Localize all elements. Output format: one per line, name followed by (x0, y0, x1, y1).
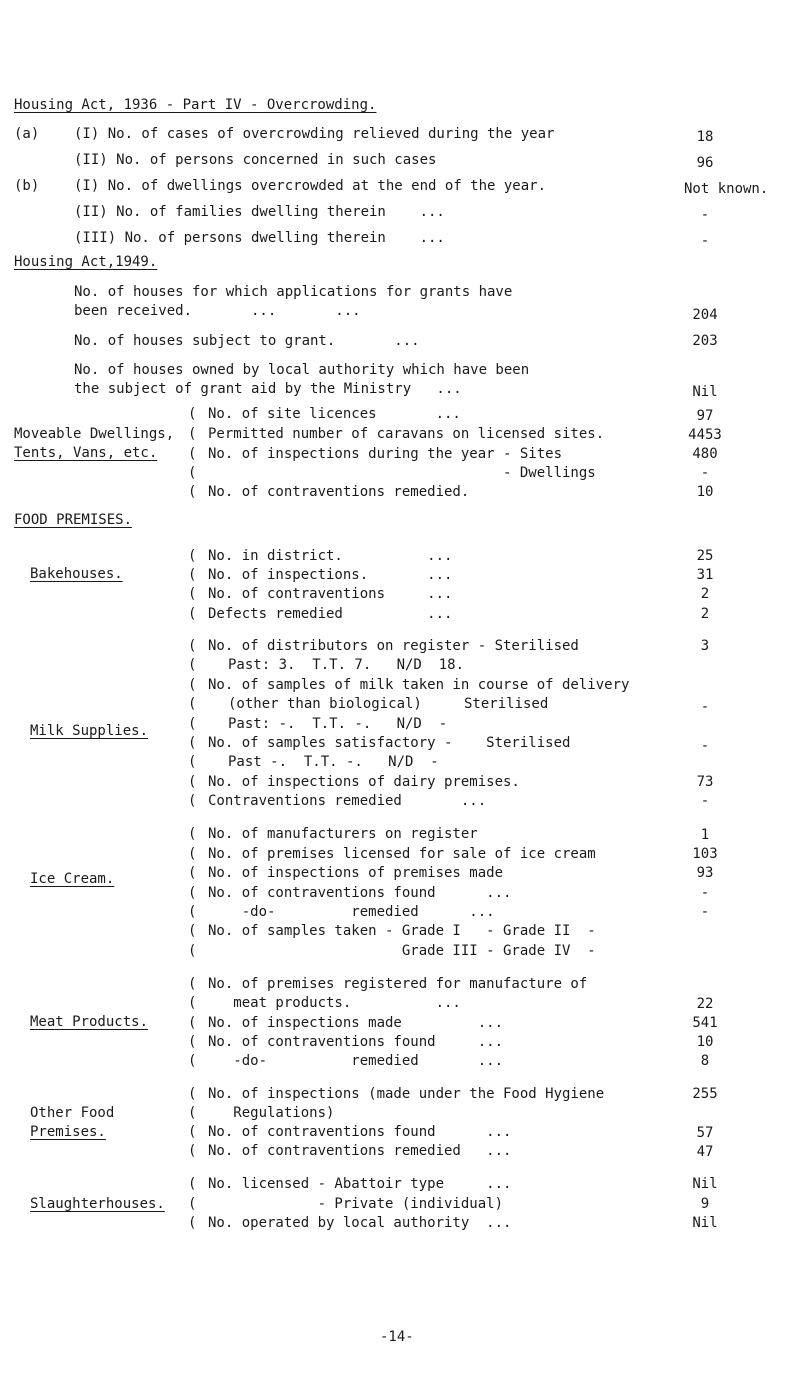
label-premises: Premises. (30, 1124, 106, 1140)
bracket: ( (188, 885, 197, 901)
value-meat-5: 8 (700, 1053, 710, 1069)
value-ice-cream-2: 103 (692, 846, 718, 862)
bracket: ( (188, 677, 197, 693)
row-bakehouses-2: No. of inspections. ... (208, 567, 453, 583)
bracket: ( (188, 406, 197, 422)
heading-housing-act-1936: Housing Act, 1936 - Part IV - Overcrowding. (14, 97, 377, 113)
row-slaughter-1: No. licensed - Abattoir type ... (208, 1176, 512, 1192)
label-slaughterhouses: Slaughterhouses. (30, 1196, 165, 1212)
row-milk-5: Past: -. T.T. -. N/D - (228, 716, 448, 732)
label-a: (a) (14, 126, 40, 142)
row-other-food-4: No. of contraventions remedied ... (208, 1143, 512, 1159)
row-ice-cream-3: No. of inspections of premises made (208, 865, 504, 881)
bracket: ( (188, 976, 197, 992)
bracket: ( (188, 696, 197, 712)
bracket: ( (188, 446, 197, 462)
bracket: ( (188, 465, 197, 481)
row-slaughter-3: No. operated by local authority ... (208, 1215, 512, 1231)
row-1949-3b: the subject of grant aid by the Ministry ... (74, 381, 462, 397)
value-meat-2: 22 (696, 996, 714, 1012)
row-meat-3: No. of inspections made ... (208, 1015, 504, 1031)
row-bakehouses-3: No. of contraventions ... (208, 586, 453, 602)
bracket: ( (188, 638, 197, 654)
bracket: ( (188, 1124, 197, 1140)
row-milk-8: No. of inspections of dairy premises. (208, 774, 520, 790)
value-slaughter-3: Nil (692, 1215, 718, 1231)
label-other-food: Other Food (30, 1105, 115, 1121)
row-ice-cream-1: No. of manufacturers on register (208, 826, 478, 842)
row-ice-cream-2: No. of premises licensed for sale of ice cream (208, 846, 596, 862)
row-meat-1: No. of premises registered for manufacture of (208, 976, 588, 992)
row-moveable-1: No. of site licences ... (208, 406, 461, 422)
bracket: ( (188, 826, 197, 842)
bracket: ( (188, 754, 197, 770)
row-milk-7: Past -. T.T. -. N/D - (228, 754, 439, 770)
row-ice-cream-6: No. of samples taken - Grade I - Grade II - (208, 923, 596, 939)
row-b-ii: (II) No. of families dwelling therein ... (74, 204, 445, 220)
row-milk-1: No. of distributors on register - Sterilised (208, 638, 579, 654)
bracket: ( (188, 548, 197, 564)
value-moveable-1: 97 (696, 408, 714, 424)
label-milk-supplies: Milk Supplies. (30, 723, 149, 739)
value-a-ii: 96 (696, 155, 714, 171)
bracket: ( (188, 735, 197, 751)
bracket: ( (188, 1034, 197, 1050)
row-milk-4: (other than biological) Sterilised (228, 696, 549, 712)
bracket: ( (188, 1086, 197, 1102)
value-ice-cream-3: 93 (696, 865, 714, 881)
value-other-food-1: 255 (692, 1086, 718, 1102)
row-1949-1b: been received. ... ... (74, 303, 361, 319)
bracket: ( (188, 716, 197, 732)
value-moveable-5: 10 (696, 484, 714, 500)
heading-food-premises: FOOD PREMISES. (14, 512, 133, 528)
value-other-food-4: 47 (696, 1144, 714, 1160)
label-b: (b) (14, 178, 40, 194)
row-moveable-4: - Dwellings (208, 465, 596, 481)
row-bakehouses-4: Defects remedied ... (208, 606, 453, 622)
bracket: ( (188, 1015, 197, 1031)
row-other-food-3: No. of contraventions found ... (208, 1124, 512, 1140)
bracket: ( (188, 1215, 197, 1231)
row-milk-9: Contraventions remedied ... (208, 793, 487, 809)
value-moveable-4: - (700, 465, 710, 481)
label-tents-vans: Tents, Vans, etc. (14, 445, 158, 461)
value-milk-9: - (700, 793, 710, 809)
value-moveable-2: 4453 (688, 427, 722, 443)
row-bakehouses-1: No. in district. ... (208, 548, 453, 564)
label-meat-products: Meat Products. (30, 1014, 149, 1030)
value-meat-4: 10 (696, 1034, 714, 1050)
bracket: ( (188, 774, 197, 790)
bracket: ( (188, 1105, 197, 1121)
value-bakehouses-4: 2 (700, 606, 710, 622)
value-a-i: 18 (696, 129, 714, 145)
value-slaughter-2: 9 (700, 1196, 710, 1212)
row-slaughter-2: - Private (individual) (208, 1196, 504, 1212)
bracket: ( (188, 657, 197, 673)
row-moveable-2: Permitted number of caravans on licensed sites. (208, 426, 605, 442)
value-milk-8: 73 (696, 774, 714, 790)
row-a-ii: (II) No. of persons concerned in such cases (74, 152, 437, 168)
row-ice-cream-4: No. of contraventions found ... (208, 885, 512, 901)
bracket: ( (188, 943, 197, 959)
row-1949-1a: No. of houses for which applications for grants have (74, 284, 513, 300)
value-b-iii: - (700, 233, 710, 249)
bracket: ( (188, 1176, 197, 1192)
value-bakehouses-1: 25 (696, 548, 714, 564)
bracket: ( (188, 606, 197, 622)
value-milk-6: - (700, 738, 710, 754)
bracket: ( (188, 995, 197, 1011)
value-slaughter-1: Nil (692, 1176, 718, 1192)
page-number: -14- (380, 1329, 414, 1345)
row-ice-cream-5: -do- remedied ... (208, 904, 495, 920)
value-other-food-3: 57 (696, 1125, 714, 1141)
value-bakehouses-2: 31 (696, 567, 714, 583)
bracket: ( (188, 1196, 197, 1212)
row-ice-cream-7: Grade III - Grade IV - (208, 943, 596, 959)
bracket: ( (188, 1053, 197, 1069)
row-milk-3: No. of samples of milk taken in course of delivery (208, 677, 630, 693)
row-milk-2: Past: 3. T.T. 7. N/D 18. (228, 657, 465, 673)
row-b-iii: (III) No. of persons dwelling therein ... (74, 230, 445, 246)
row-a-i: (I) No. of cases of overcrowding relieved during the year (74, 126, 555, 142)
row-milk-6: No. of samples satisfactory - Sterilised (208, 735, 571, 751)
row-moveable-3: No. of inspections during the year - Sites (208, 446, 563, 462)
bracket: ( (188, 484, 197, 500)
bracket: ( (188, 567, 197, 583)
value-ice-cream-5: - (700, 904, 710, 920)
heading-housing-act-1949: Housing Act,1949. (14, 254, 158, 270)
bracket: ( (188, 923, 197, 939)
value-bakehouses-3: 2 (700, 586, 710, 602)
value-milk-4: - (700, 699, 710, 715)
bracket: ( (188, 904, 197, 920)
row-b-i: (I) No. of dwellings overcrowded at the end of the year. (74, 178, 547, 194)
row-other-food-2: Regulations) (208, 1105, 335, 1121)
bracket: ( (188, 846, 197, 862)
value-ice-cream-4: - (700, 885, 710, 901)
value-moveable-3: 480 (692, 446, 718, 462)
label-ice-cream: Ice Cream. (30, 871, 115, 887)
value-1949-3: Nil (692, 384, 718, 400)
value-meat-3: 541 (692, 1015, 718, 1031)
value-b-ii: - (700, 207, 710, 223)
bracket: ( (188, 1143, 197, 1159)
value-b-i: Not known. (684, 181, 769, 197)
row-1949-2: No. of houses subject to grant. ... (74, 333, 420, 349)
row-meat-2: meat products. ... (208, 995, 461, 1011)
row-moveable-5: No. of contraventions remedied. (208, 484, 470, 500)
bracket: ( (188, 586, 197, 602)
bracket: ( (188, 865, 197, 881)
row-other-food-1: No. of inspections (made under the Food Hygiene (208, 1086, 605, 1102)
row-meat-4: No. of contraventions found ... (208, 1034, 504, 1050)
value-1949-1: 204 (692, 307, 718, 323)
bracket: ( (188, 426, 197, 442)
value-ice-cream-1: 1 (700, 827, 710, 843)
row-1949-3a: No. of houses owned by local authority which have been (74, 362, 530, 378)
row-meat-5: -do- remedied ... (208, 1053, 504, 1069)
bracket: ( (188, 793, 197, 809)
label-moveable-dwellings: Moveable Dwellings, (14, 426, 175, 442)
value-1949-2: 203 (692, 333, 718, 349)
label-bakehouses: Bakehouses. (30, 566, 123, 582)
value-milk-1: 3 (700, 638, 710, 654)
